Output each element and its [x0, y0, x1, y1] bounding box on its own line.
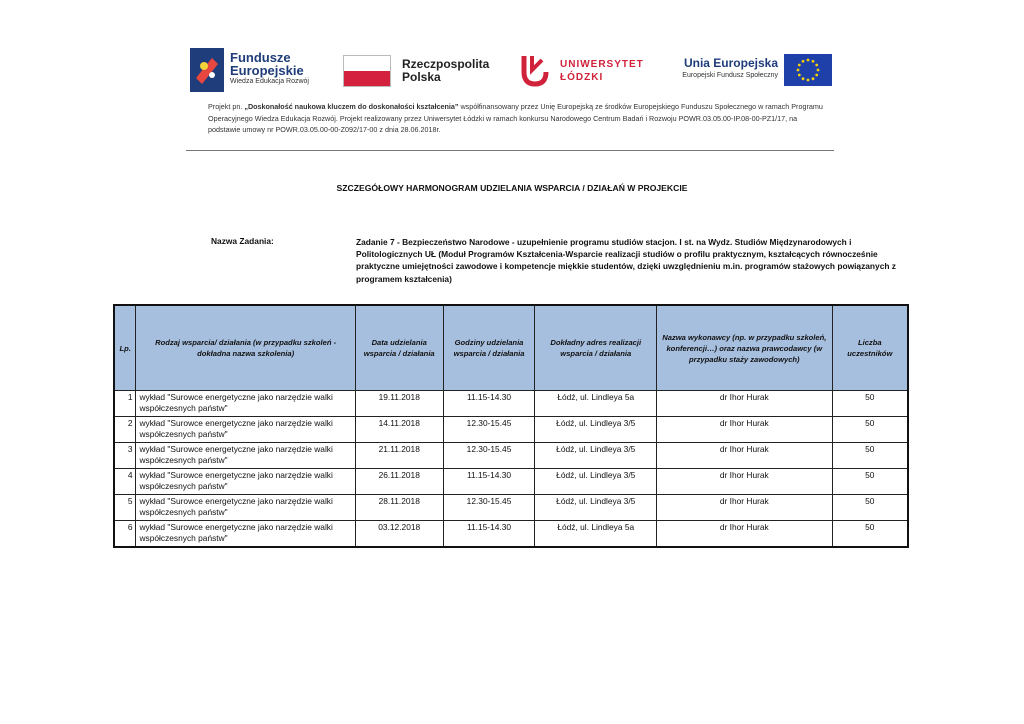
table-row — [114, 495, 908, 521]
project-rest: współfinansowany przez Unię Europejską ze środków Europejskiego Funduszu Społecznego w ramach Programu Operacyjnego Wiedza Edukacja Rozwój. Projekt realizowany przez Uniwersytet Łódzki w ramach konkursu Narodowego Centrum Badań i Rozwoju POWR.03.05.00-IP.08-00-PZ1/17, na podstawie umowy nr POWR.03.05.00-00-Z092/17-00 z dnia 28.06.2018r. — [208, 102, 823, 134]
cell-address: Łódź, ul. Lindleya 5a — [535, 391, 657, 417]
cell-participants: 50 — [832, 443, 908, 469]
table-header-row — [114, 305, 908, 391]
cell-hours: 12.30-15.45 — [443, 443, 535, 469]
cell-hours: 12.30-15.45 — [443, 495, 535, 521]
polish-flag-icon — [343, 55, 391, 87]
cell-participants: 50 — [832, 521, 908, 548]
ue-line1: Unia Europejska — [683, 56, 778, 70]
cell-lp: 2 — [114, 417, 136, 443]
page-title: SZCZEGÓŁOWY HARMONOGRAM UDZIELANIA WSPARCIA / DZIAŁAŃ W PROJEKCIE — [336, 183, 688, 193]
fe-line1: Fundusze — [230, 50, 291, 65]
ul-line1: UNIWERSYTET — [560, 59, 644, 70]
cell-date: 28.11.2018 — [355, 495, 443, 521]
ul-line2: ŁÓDZKI — [560, 72, 604, 83]
cell-contractor: dr Ihor Hurak — [657, 417, 832, 443]
schedule-table — [113, 304, 909, 548]
cell-hours: 11.15-14.30 — [443, 521, 535, 548]
ue-line2: Europejski Fundusz Społeczny — [682, 72, 778, 79]
cell-support-type: wykład "Surowce energetyczne jako narzędzie walki współczesnych państw" — [136, 417, 355, 443]
cell-participants: 50 — [832, 417, 908, 443]
rzeczpospolita-polska-logo — [340, 44, 500, 96]
cell-hours: 12.30-15.45 — [443, 417, 535, 443]
cell-contractor: dr Ihor Hurak — [657, 391, 832, 417]
unia-europejska-logo — [668, 44, 848, 96]
cell-support-type: wykład "Surowce energetyczne jako narzędzie walki współczesnych państw" — [136, 391, 355, 417]
cell-address: Łódź, ul. Lindleya 3/5 — [535, 469, 657, 495]
table-row — [114, 469, 908, 495]
cell-lp: 1 — [114, 391, 136, 417]
fundusze-europejskie-icon — [190, 48, 224, 92]
header-date: Data udzielania wsparcia / działania — [355, 305, 443, 391]
table-row — [114, 391, 908, 417]
rp-line2: Polska — [402, 70, 441, 84]
cell-date: 03.12.2018 — [355, 521, 443, 548]
cell-date: 14.11.2018 — [355, 417, 443, 443]
cell-support-type: wykład "Surowce energetyczne jako narzędzie walki współczesnych państw" — [136, 469, 355, 495]
cell-lp: 5 — [114, 495, 136, 521]
fe-line3: Wiedza Edukacja Rozwój — [230, 78, 309, 85]
header-address: Dokładny adres realizacji wsparcia / działania — [535, 305, 657, 391]
rp-line1: Rzeczpospolita — [402, 57, 490, 71]
table-row — [114, 417, 908, 443]
table-row — [114, 521, 908, 548]
cell-address: Łódź, ul. Lindleya 3/5 — [535, 443, 657, 469]
cell-participants: 50 — [832, 469, 908, 495]
header-participants: Liczba uczestników — [832, 305, 908, 391]
cell-participants: 50 — [832, 391, 908, 417]
task-text: Zadanie 7 - Bezpieczeństwo Narodowe - uzupełnienie programu studiów stacjon. I st. na Wydz. Studiów Międzynarodowych i Politologicznych UŁ (Moduł Programów Kształcenia-Wsparcie realizacji studiów o profilu praktycznym, kształcących równocześnie praktyczne umiejętności zawodowe i kompetencje miękkie studentów, dzięki uwzględnieniu m.in. programów stażowych powiązanych z programem kształcenia) — [356, 237, 896, 284]
cell-support-type: wykład "Surowce energetyczne jako narzędzie walki współczesnych państw" — [136, 443, 355, 469]
cell-date: 19.11.2018 — [355, 391, 443, 417]
cell-participants: 50 — [832, 495, 908, 521]
cell-contractor: dr Ihor Hurak — [657, 521, 832, 548]
fundusze-europejskie-logo — [190, 44, 330, 96]
cell-lp: 4 — [114, 469, 136, 495]
cell-support-type: wykład "Surowce energetyczne jako narzędzie walki współczesnych państw" — [136, 495, 355, 521]
table-row — [114, 443, 908, 469]
cell-contractor: dr Ihor Hurak — [657, 443, 832, 469]
cell-support-type: wykład "Surowce energetyczne jako narzędzie walki współczesnych państw" — [136, 521, 355, 548]
cell-address: Łódź, ul. Lindleya 3/5 — [535, 417, 657, 443]
logo-bar — [180, 44, 860, 96]
header-lp: Lp. — [114, 305, 136, 391]
fe-line2: Europejskie — [230, 63, 304, 78]
cell-date: 21.11.2018 — [355, 443, 443, 469]
project-prefix: Projekt pn. — [208, 102, 245, 111]
header-support-type: Rodzaj wsparcia/ działania (w przypadku szkoleń - dokładna nazwa szkolenia) — [136, 305, 355, 391]
eu-flag-icon — [784, 54, 832, 86]
cell-address: Łódź, ul. Lindleya 3/5 — [535, 495, 657, 521]
cell-hours: 11.15-14.30 — [443, 469, 535, 495]
cell-lp: 6 — [114, 521, 136, 548]
cell-date: 26.11.2018 — [355, 469, 443, 495]
cell-contractor: dr Ihor Hurak — [657, 495, 832, 521]
project-title: „Doskonałość naukowa kluczem do doskonałości kształcenia” — [244, 102, 459, 111]
ul-emblem-icon — [520, 52, 550, 88]
project-description — [208, 101, 830, 136]
header-contractor: Nazwa wykonawcy (np. w przypadku szkoleń, konferencji…) oraz nazwa prawcodawcy (w przypadku staży zawodowych) — [657, 305, 832, 391]
table-body — [114, 391, 908, 548]
cell-contractor: dr Ihor Hurak — [657, 469, 832, 495]
cell-address: Łódź, ul. Lindleya 5a — [535, 521, 657, 548]
uniwersytet-lodzki-logo — [520, 44, 650, 96]
divider — [186, 150, 834, 151]
cell-hours: 11.15-14.30 — [443, 391, 535, 417]
header-hours: Godziny udzielania wsparcia / działania — [443, 305, 535, 391]
cell-lp: 3 — [114, 443, 136, 469]
task-label: Nazwa Zadania: — [211, 236, 274, 246]
